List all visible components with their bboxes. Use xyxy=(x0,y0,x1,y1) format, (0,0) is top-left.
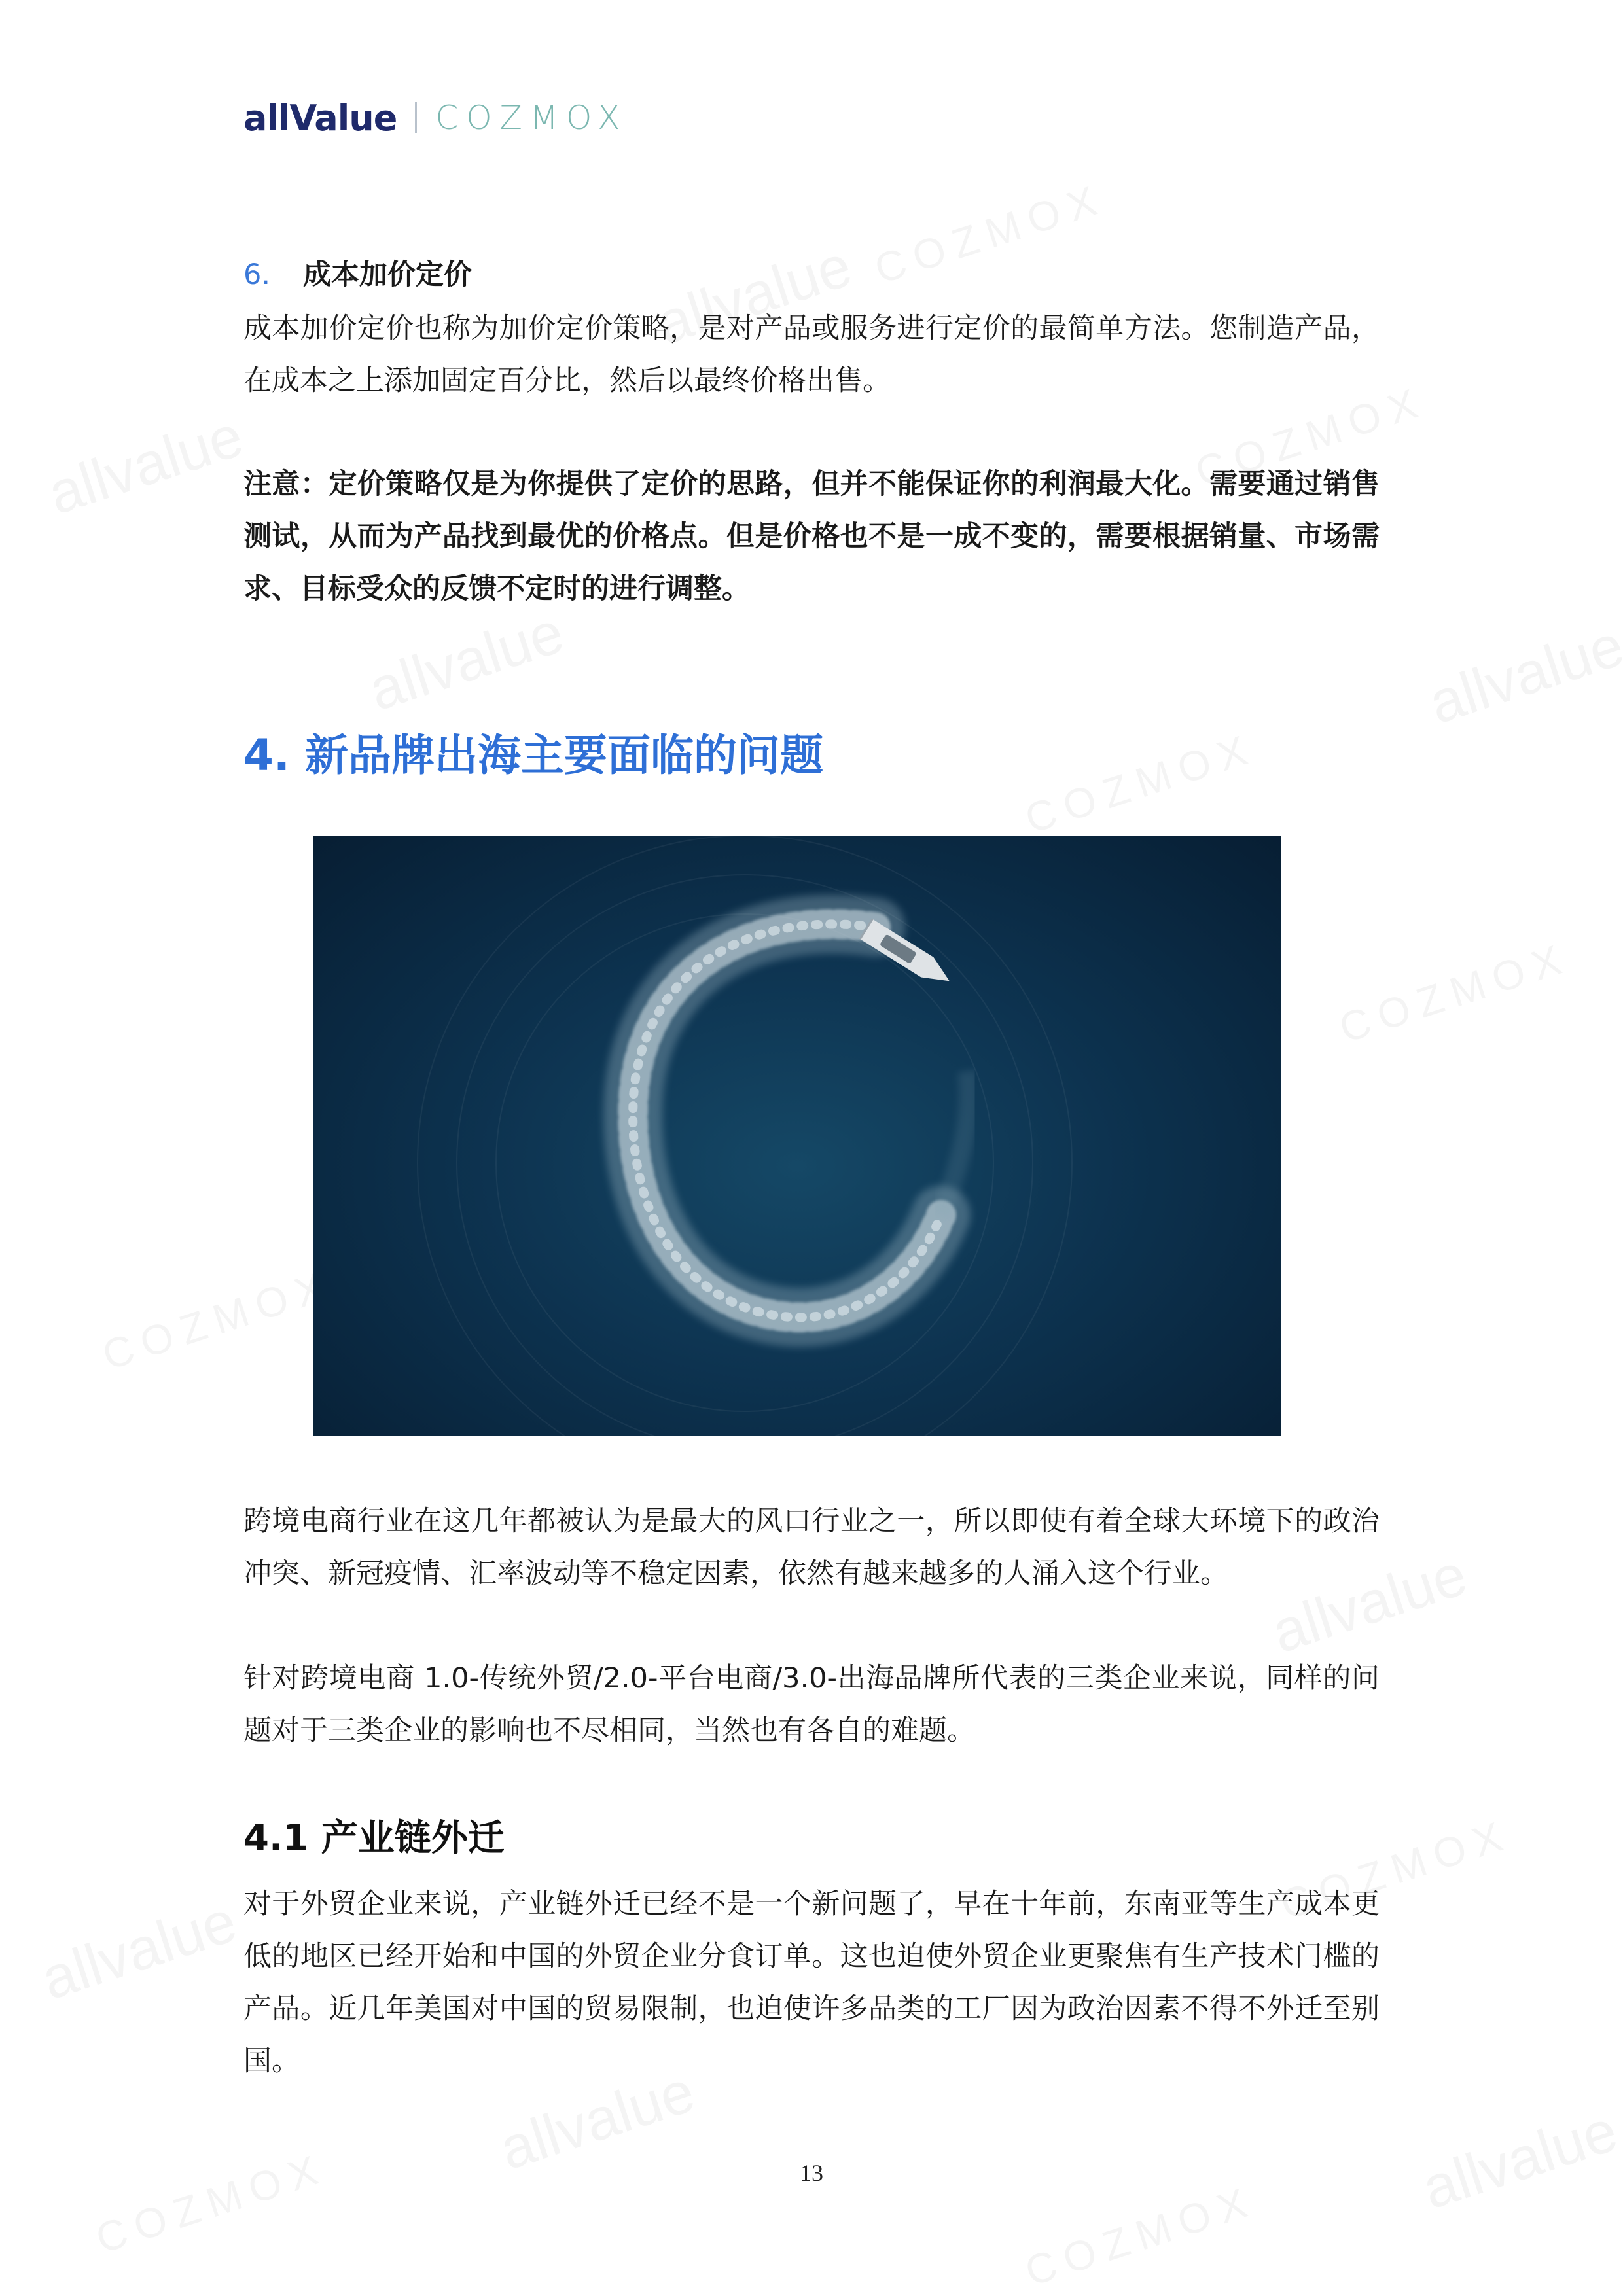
subsection-title-text: 成本加价定价 xyxy=(303,258,473,291)
allvalue-logo: allValue xyxy=(243,97,397,139)
subsection-number: 6. xyxy=(243,258,271,291)
logo-divider xyxy=(415,102,417,133)
cozmox-logo: COZMOX xyxy=(435,99,628,137)
watermark xyxy=(1019,723,1261,843)
watermark xyxy=(1019,2176,1261,2295)
boat-aerial-photo xyxy=(313,836,1281,1436)
watermark xyxy=(1421,612,1623,737)
section6-body: 成本加价定价也称为加价定价策略，是对产品或服务进行定价的最简单方法。您制造产品，在成本之上添加固定百分比，然后以最终价格出售。 xyxy=(243,312,1380,397)
section-heading: 4. 新品牌出海主要面临的问题 xyxy=(243,730,823,781)
subsection-heading: 4.1 产业链外迁 xyxy=(243,1817,505,1860)
page-number: 13 xyxy=(800,2160,823,2186)
header-logos xyxy=(243,92,628,144)
subsection-title xyxy=(243,255,472,294)
watermark xyxy=(1333,932,1575,1052)
watermark xyxy=(34,1888,245,2013)
watermark xyxy=(868,173,1111,293)
boat-wake-illustration xyxy=(313,836,1281,1436)
paragraph: 针对跨境电商 1.0-传统外贸/2.0-平台电商/3.0-出海品牌所代表的三类企业来说，同样的问题对于三类企业的影响也不尽相同，当然也有各自的难题。 xyxy=(243,1662,1380,1747)
note-paragraph: 注意：定价策略仅是为你提供了定价的思路，但并不能保证你的利润最大化。需要通过销售测试，从而为产品找到最优的价格点。但是价格也不是一成不变的，需要根据销量、市场需求、目标受众的反馈不定时的进行调整。 xyxy=(243,468,1380,605)
paragraph: 跨境电商行业在这几年都被认为是最大的风口行业之一，所以即使有着全球大环境下的政治冲突、新冠疫情、汇率波动等不稳定因素，依然有越来越多的人涌入这个行业。 xyxy=(243,1505,1380,1590)
watermark xyxy=(41,402,251,528)
paragraph: 对于外贸企业来说，产业链外迁已经不是一个新问题了，早在十年前，东南亚等生产成本更低的地区已经开始和中国的外贸企业分食订单。这也迫使外贸企业更聚焦有生产技术门槛的产品。近几年美国对中国的贸易限制，也迫使许多品类的工厂因为政治因素不得不外迁至别国。 xyxy=(243,1888,1380,2077)
watermark xyxy=(96,1260,338,1379)
watermark xyxy=(361,599,572,724)
